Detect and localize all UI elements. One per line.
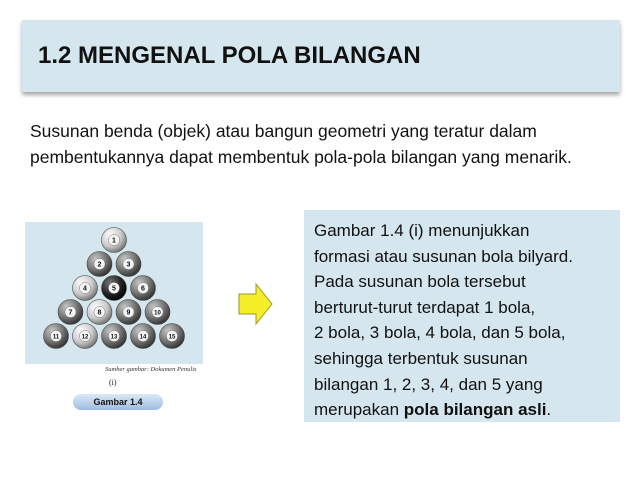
billiard-ball	[102, 324, 127, 349]
line-prefix: merupakan	[314, 400, 404, 420]
ball-number: 2	[97, 261, 102, 269]
billiard-balls-illustration	[25, 222, 203, 364]
figure-sub-label: (i)	[109, 378, 117, 387]
billiard-ball	[116, 252, 141, 277]
explanation-line: Gambar 1.4 (i) menunjukkan	[314, 221, 530, 240]
line-suffix: .	[546, 400, 552, 420]
billiard-ball	[87, 252, 112, 277]
ball-number: 4	[83, 285, 87, 293]
explanation-box	[304, 210, 620, 422]
ball-number: 14	[139, 334, 147, 341]
ball-number: 6	[141, 285, 145, 293]
explanation-line: 2 bola, 3 bola, 4 bola, dan 5 bola,	[314, 323, 566, 343]
billiard-ball	[145, 300, 170, 325]
billiard-ball	[131, 276, 156, 301]
billiard-photo	[25, 222, 203, 364]
billiard-ball	[116, 300, 141, 325]
right-arrow-icon	[238, 282, 274, 326]
ball-number: 3	[126, 261, 131, 269]
billiard-ball	[131, 324, 156, 349]
ball-number: 7	[68, 309, 73, 317]
ball-number: 13	[110, 334, 118, 341]
billiard-ball	[73, 276, 98, 301]
title-bar	[22, 20, 620, 92]
ball-number: 15	[168, 334, 176, 341]
explanation-line: Pada susunan bola tersebut	[314, 272, 526, 292]
highlight-term: pola bilangan asli	[403, 400, 547, 420]
intro-paragraph: Susunan benda (objek) atau bangun geometri yang teratur dalam pembentukannya dapat membentuk pola-pola bilangan yang menarik.	[30, 121, 572, 167]
explanation-line: formasi atau susunan bola bilyard.	[314, 246, 573, 266]
billiard-ball	[102, 228, 127, 253]
explanation-line-last	[314, 397, 618, 423]
billiard-ball	[87, 300, 112, 325]
ball-number: 1	[112, 237, 116, 245]
billiard-ball	[44, 324, 69, 349]
ball-number: 8	[97, 309, 102, 317]
explanation-text	[314, 218, 618, 423]
ball-number: 5	[112, 285, 116, 293]
slide-title: 1.2 MENGENAL POLA BILANGAN	[38, 42, 421, 69]
ball-number: 10	[154, 310, 161, 317]
explanation-line: berturut-turut terdapat 1 bola,	[314, 297, 536, 317]
billiard-ball	[102, 276, 127, 301]
billiard-ball	[58, 300, 83, 325]
billiard-ball	[73, 324, 98, 349]
billiard-figure	[25, 222, 205, 412]
ball-number: 12	[81, 334, 89, 341]
figure-caption: Gambar 1.4	[73, 394, 163, 410]
billiard-ball	[160, 324, 185, 349]
explanation-line: sehingga terbentuk susunan	[314, 348, 528, 368]
image-credit: Sumber gambar: Dokumen Penulis	[105, 366, 197, 373]
ball-number: 11	[52, 334, 60, 341]
ball-number: 9	[126, 309, 131, 317]
explanation-line: bilangan 1, 2, 3, 4, dan 5 yang	[314, 374, 543, 394]
